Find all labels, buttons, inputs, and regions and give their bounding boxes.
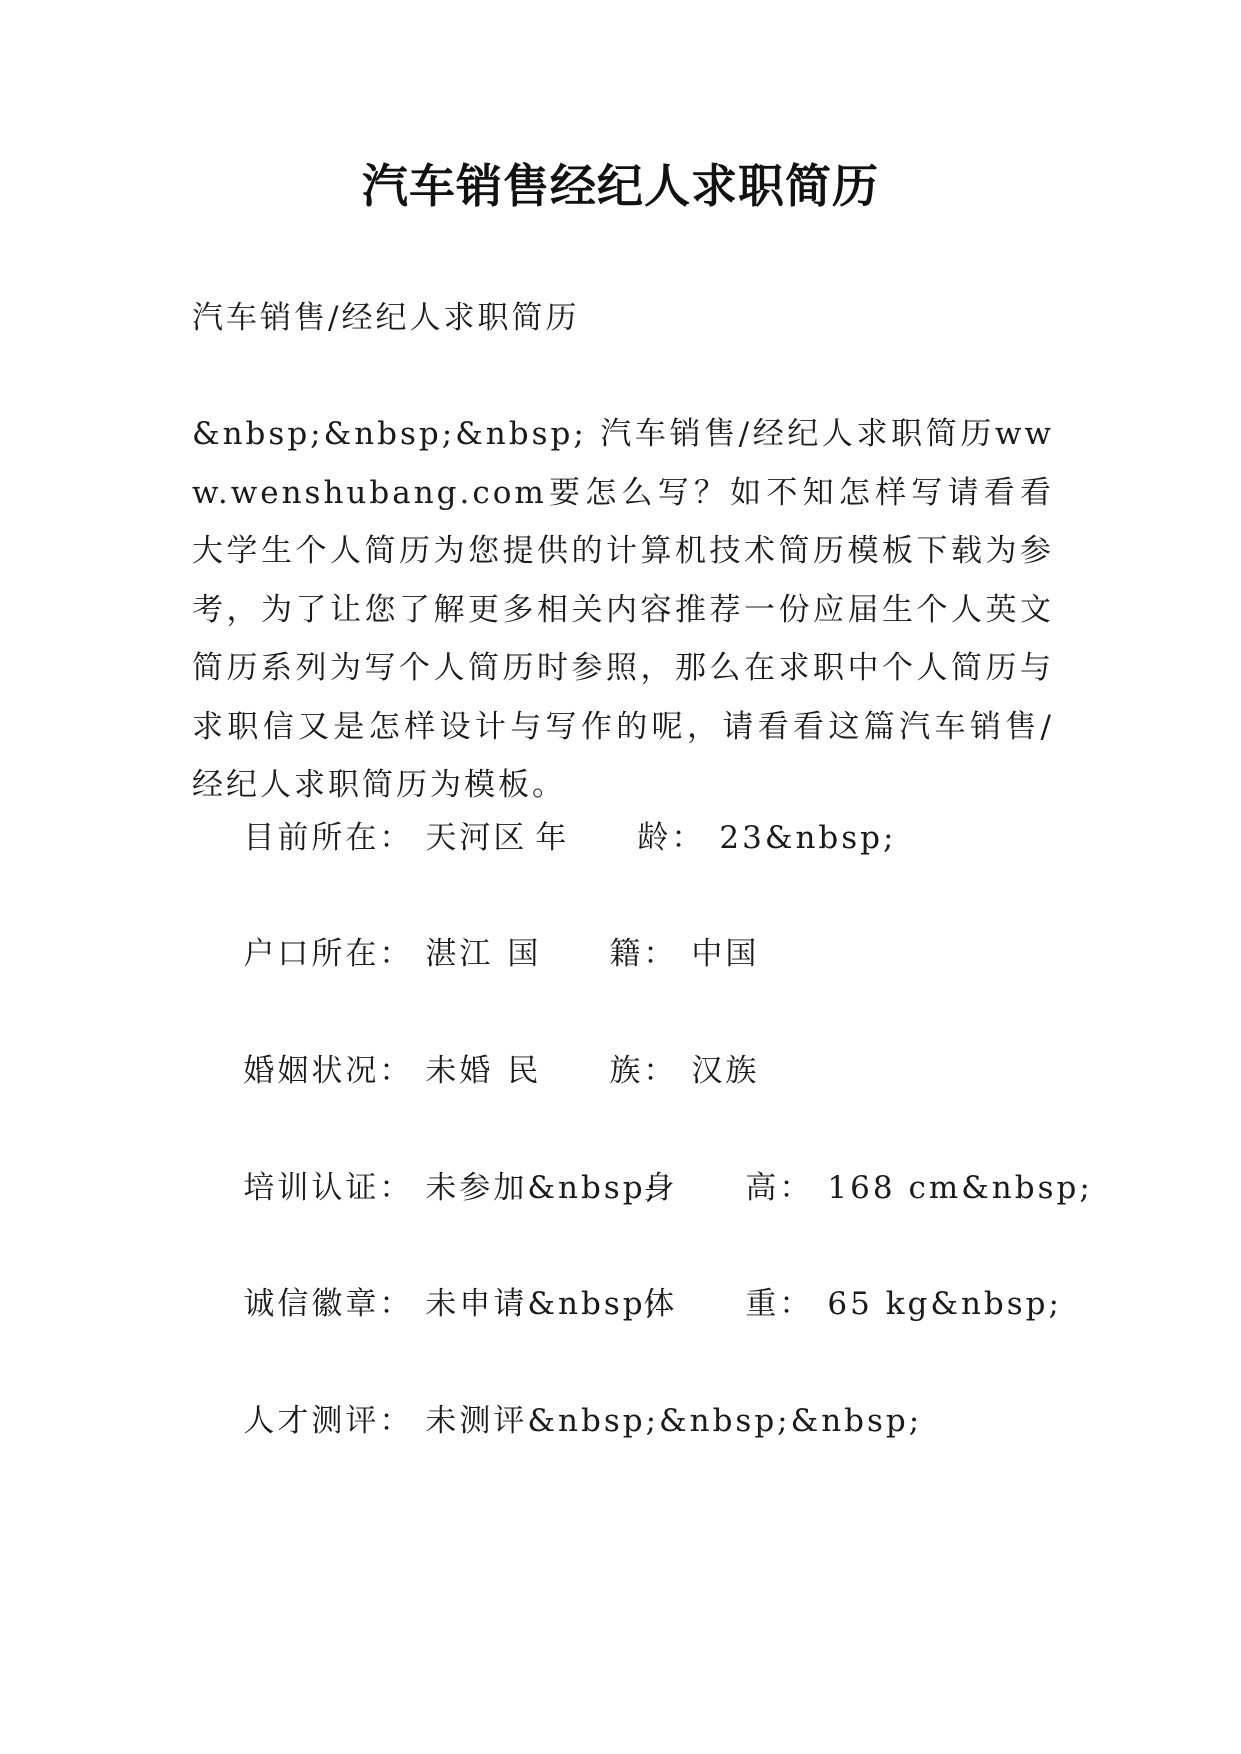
field-row-assessment bbox=[192, 1359, 922, 1476]
field-value: 未申请&nbsp; bbox=[425, 1286, 660, 1322]
field-label-secondary: 民 族： bbox=[507, 1053, 678, 1089]
intro-paragraph: &nbsp;&nbsp;&nbsp; 汽车销售/经纪人求职简历www.wenshubang.com要怎么写？如不知怎样写请看看大学生个人简历为您提供的计算机技术简历模板下载为参考，为了让您了解更多相关内容推荐一份应届生个人英文简历系列为写个人简历时参照，那么在求职中个人简历与求职信又是怎样设计与写作的呢，请看看这篇汽车销售/经纪人求职简历为模板。 bbox=[192, 416, 1054, 803]
field-value-secondary: 汉族 bbox=[691, 1053, 760, 1089]
field-value-secondary: 65 kg&nbsp; bbox=[827, 1286, 1062, 1322]
field-label-secondary: 身 高： bbox=[643, 1170, 814, 1206]
field-label: 目前所在： bbox=[243, 820, 414, 856]
field-label: 培训认证： bbox=[243, 1170, 414, 1206]
field-value: 未测评&nbsp;&nbsp;&nbsp; bbox=[425, 1403, 923, 1439]
field-label-secondary: 国 籍： bbox=[507, 936, 678, 972]
document-title: 汽车销售经纪人求职简历 bbox=[362, 159, 879, 213]
field-value: 湛江 bbox=[425, 936, 494, 972]
field-row-training bbox=[192, 1126, 1093, 1243]
field-value-secondary: 23&nbsp; bbox=[719, 820, 897, 856]
field-value-secondary: 中国 bbox=[691, 936, 760, 972]
field-value-secondary: 168 cm&nbsp; bbox=[827, 1170, 1093, 1206]
field-value: 未婚 bbox=[425, 1053, 494, 1089]
field-label: 户口所在： bbox=[243, 936, 414, 972]
field-label: 诚信徽章： bbox=[243, 1286, 414, 1322]
field-label-secondary: 年 龄： bbox=[535, 820, 706, 856]
field-row-hukou bbox=[192, 892, 759, 1009]
field-row-location bbox=[192, 776, 896, 893]
field-value: 天河区 bbox=[425, 820, 528, 856]
field-label: 婚姻状况： bbox=[243, 1053, 414, 1089]
field-label: 人才测评： bbox=[243, 1403, 414, 1439]
field-label-secondary: 体 重： bbox=[643, 1286, 814, 1322]
document-subtitle: 汽车销售/经纪人求职简历 bbox=[192, 300, 580, 336]
field-row-credit bbox=[192, 1242, 1062, 1359]
field-value: 未参加&nbsp; bbox=[425, 1170, 660, 1206]
field-row-marital bbox=[192, 1009, 759, 1126]
